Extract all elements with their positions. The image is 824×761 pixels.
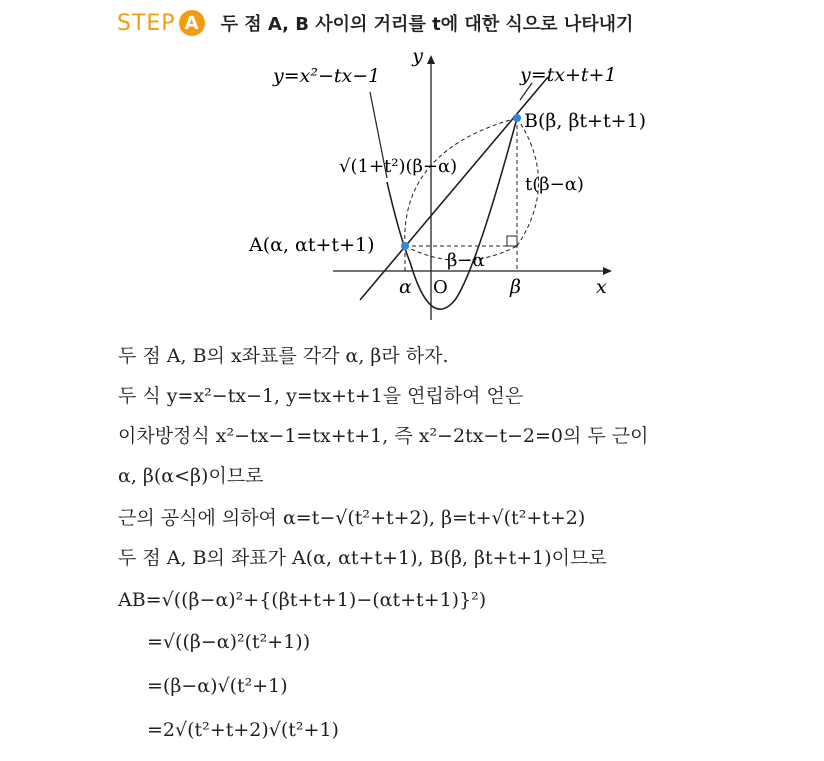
parabola-label: y=x²−tx−1	[273, 65, 381, 87]
step-label: STEP	[117, 10, 176, 36]
point-b-dot	[513, 114, 521, 122]
text-line-6: 두 점 A, B의 좌표가 A(α, αt+t+1), B(β, βt+t+1)이므로	[118, 547, 607, 569]
x-axis-arrow	[603, 267, 612, 275]
vertical-label: t(β−α)	[525, 174, 584, 195]
text-line-1: 두 점 A, B의 x좌표를 각각 α, β라 하자.	[118, 345, 449, 367]
alpha-tick-label: α	[399, 276, 412, 298]
text-line-8: =√((β−α)²(t²+1))	[147, 631, 311, 653]
point-a-label: A(α, αt+t+1)	[249, 234, 375, 256]
horizontal-label: β−α	[447, 250, 485, 271]
distance-label: √(1+t²)(β−α)	[339, 156, 458, 177]
text-line-10: =2√(t²+t+2)√(t²+1)	[147, 719, 339, 741]
point-b-label: B(β, βt+t+1)	[524, 110, 647, 132]
text-line-5: 근의 공식에 의하여 α=t−√(t²+t+2), β=t+√(t²+t+2)	[118, 507, 586, 529]
y-axis-label: y	[412, 45, 423, 67]
text-line-3: 이차방정식 x²−tx−1=tx+t+1, 즉 x²−2tx−t−2=0의 두 근이	[118, 425, 649, 447]
right-angle-mark	[507, 236, 517, 246]
line-label: y=tx+t+1	[520, 64, 617, 86]
text-line-4: α, β(α<β)이므로	[118, 465, 264, 487]
graph-figure	[0, 0, 824, 330]
x-axis-label: x	[596, 276, 607, 298]
text-line-2: 두 식 y=x²−tx−1, y=tx+t+1을 연립하여 얻은	[118, 385, 524, 407]
step-badge: A	[179, 10, 205, 36]
text-line-9: =(β−α)√(t²+1)	[147, 675, 288, 697]
origin-label: O	[433, 277, 448, 298]
text-line-7: AB=√((β−α)²+{(βt+t+1)−(αt+t+1)}²)	[118, 589, 487, 611]
y-axis-arrow	[427, 55, 435, 64]
step-title: 두 점 A, B 사이의 거리를 t에 대한 식으로 나타내기	[220, 14, 634, 35]
beta-tick-label: β	[510, 276, 521, 298]
point-a-dot	[401, 242, 409, 250]
